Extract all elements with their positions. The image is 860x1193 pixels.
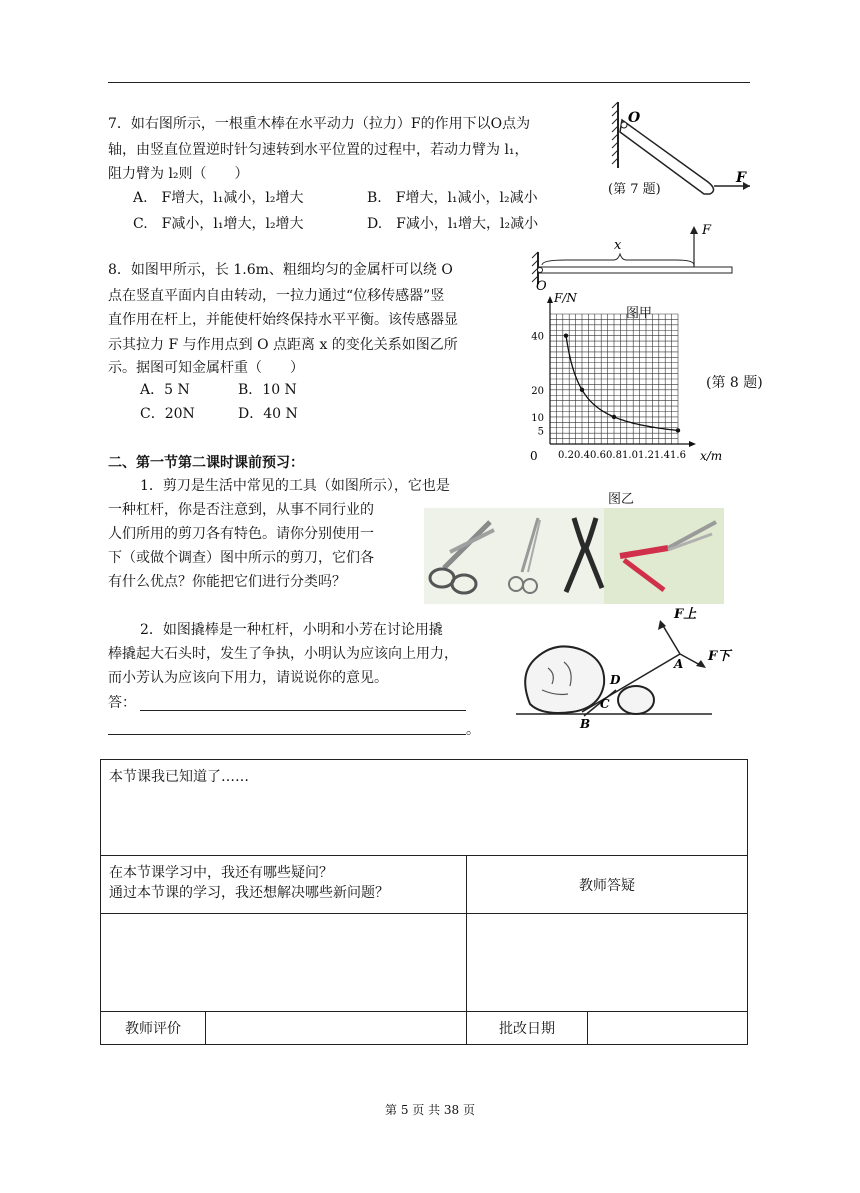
q8-fig-jia-x: x — [614, 238, 622, 253]
label-f-down: F下 — [708, 649, 731, 664]
q7-option-b: B. F增大，l₁减小，l₂减小 — [367, 190, 538, 206]
question-cell — [101, 856, 467, 914]
q7-line-3: 阻力臂为 l₂则（ ） — [108, 166, 249, 182]
s2-p2-line-1: 2．如图撬棒是一种杠杆，小明和小芳在讨论用撬 — [140, 622, 443, 638]
crowbar-figure — [512, 604, 731, 732]
question-1: 在本节课学习中，我还有哪些疑问？ — [109, 865, 333, 881]
q7-line-2: 轴，由竖直位置逆时针匀速转到水平位置的过程中，若动力臂为 l₁， — [108, 142, 529, 158]
answer-label: 答： — [108, 695, 136, 711]
answer-line-1[interactable] — [140, 710, 466, 711]
label-d: D — [610, 673, 621, 687]
correct-date-label: 批改日期 — [467, 1012, 588, 1045]
page-footer: 第 5 页 共 38 页 — [385, 1103, 475, 1117]
y-tick-label: 40 — [531, 331, 544, 343]
q7-label-f: F — [736, 170, 746, 186]
data-point — [580, 388, 584, 392]
q8-option-d: D．40 N — [238, 406, 298, 422]
q8-option-a: A．5 N — [140, 382, 190, 398]
x-tick-label: 1.0 — [622, 450, 638, 461]
label-c: C — [600, 697, 610, 711]
q8-fig-jia-o: O — [536, 279, 547, 294]
teacher-eval-cell[interactable] — [206, 1012, 467, 1045]
x-tick-label: 0.2 — [558, 450, 574, 461]
q8-line-1: 8．如图甲所示，长 1.6m、粗细均匀的金属杆可以绕 O — [108, 262, 453, 278]
y-tick-label: 5 — [537, 426, 544, 438]
series-curve — [566, 336, 678, 431]
s2-p1-line-2: 一种杠杆，你是否注意到，从事不同行业的 — [108, 502, 374, 518]
s2-p1-line-4: 下（或做个调查）图中所示的剪刀，它们各 — [108, 550, 374, 566]
q8-option-b: B．10 N — [238, 382, 297, 398]
q7-option-c: C. F减小，l₁增大，l₂增大 — [133, 216, 304, 232]
question-input-cell[interactable] — [101, 914, 467, 1012]
x-tick-label: 0.4 — [574, 450, 590, 461]
label-a: A — [674, 657, 684, 671]
q8-line-3: 直作用在杆上，并能使杆始终保持水平平衡。该传感器显 — [108, 312, 458, 328]
x-tick-label: 1.4 — [654, 450, 670, 461]
teacher-eval-label: 教师评价 — [101, 1012, 206, 1045]
known-label: 本节课我已知道了…… — [109, 769, 249, 785]
q8-chart — [510, 291, 730, 510]
q7-label-o: O — [628, 110, 641, 126]
q7-caption: (第 7 题) — [608, 182, 661, 197]
data-point — [676, 428, 680, 432]
s2-p2-line-2: 棒撬起大石头时，发生了争执，小明认为应该向上用力， — [108, 646, 458, 662]
s2-p1-line-1: 1．剪刀是生活中常见的工具（如图所示），它也是 — [140, 478, 450, 494]
answer-end: 。 — [466, 722, 480, 738]
q7-line-1: 7．如右图所示，一根重木棒在水平动力（拉力）F的作用下以O点为 — [108, 116, 531, 132]
header-rule — [108, 82, 750, 83]
scissors-photo — [424, 508, 724, 604]
s2-p2-line-3: 而小芳认为应该向下用力，请说说你的意见。 — [108, 670, 388, 686]
correct-date-cell[interactable] — [588, 1012, 748, 1045]
s2-p1-line-3: 人们所用的剪刀各有特色。请你分别使用一 — [108, 526, 374, 542]
q8-caption: (第 8 题) — [706, 375, 763, 391]
y-axis-label: F/N — [554, 291, 577, 305]
question-2: 通过本节课的学习，我还想解决哪些新问题？ — [109, 885, 389, 901]
x-axis-arrow — [689, 441, 696, 447]
teacher-answer-header: 教师答疑 — [467, 856, 748, 914]
label-f-up: F上 — [674, 607, 697, 622]
q8-fig-jia-f: F — [702, 223, 712, 238]
data-point — [612, 415, 616, 419]
q7-option-a: A. F增大，l₁减小，l₂增大 — [133, 190, 304, 206]
q8-line-2: 点在竖直平面内自由转动，一拉力通过“位移传感器”竖 — [108, 288, 445, 304]
q8-fig-jia — [526, 222, 740, 294]
y-tick-label: 10 — [531, 412, 544, 424]
q8-fig-jia-label: 图甲 — [626, 306, 653, 321]
x-axis-label: x/m — [700, 449, 723, 463]
label-b: B — [580, 717, 591, 731]
q8-fig-yi-label: 图乙 — [608, 492, 635, 507]
x-tick-label: 0.6 — [590, 450, 606, 461]
s2-p1-line-5: 有什么优点？你能把它们进行分类吗？ — [108, 574, 346, 590]
teacher-answer-cell[interactable] — [467, 914, 748, 1012]
origin-label: 0 — [530, 449, 538, 463]
x-tick-label: 0.8 — [606, 450, 622, 461]
q8-line-5: 示。据图可知金属杆重（ ） — [108, 360, 304, 376]
y-tick-label: 20 — [531, 385, 544, 397]
x-tick-label: 1.6 — [670, 450, 686, 461]
q8-line-4: 示其拉力 F 与作用点到 O 点距离 x 的变化关系如图乙所 — [108, 337, 458, 353]
y-axis-arrow — [547, 296, 553, 303]
summary-table — [100, 759, 748, 1045]
q8-option-c: C．20N — [140, 406, 195, 422]
answer-line-2[interactable] — [108, 734, 466, 735]
data-point — [564, 333, 568, 337]
q7-option-d: D. F减小，l₁增大，l₂减小 — [367, 216, 539, 232]
known-cell[interactable] — [101, 760, 748, 856]
x-tick-label: 1.2 — [638, 450, 654, 461]
section-heading: 二、第一节第二课时课前预习： — [108, 455, 304, 471]
